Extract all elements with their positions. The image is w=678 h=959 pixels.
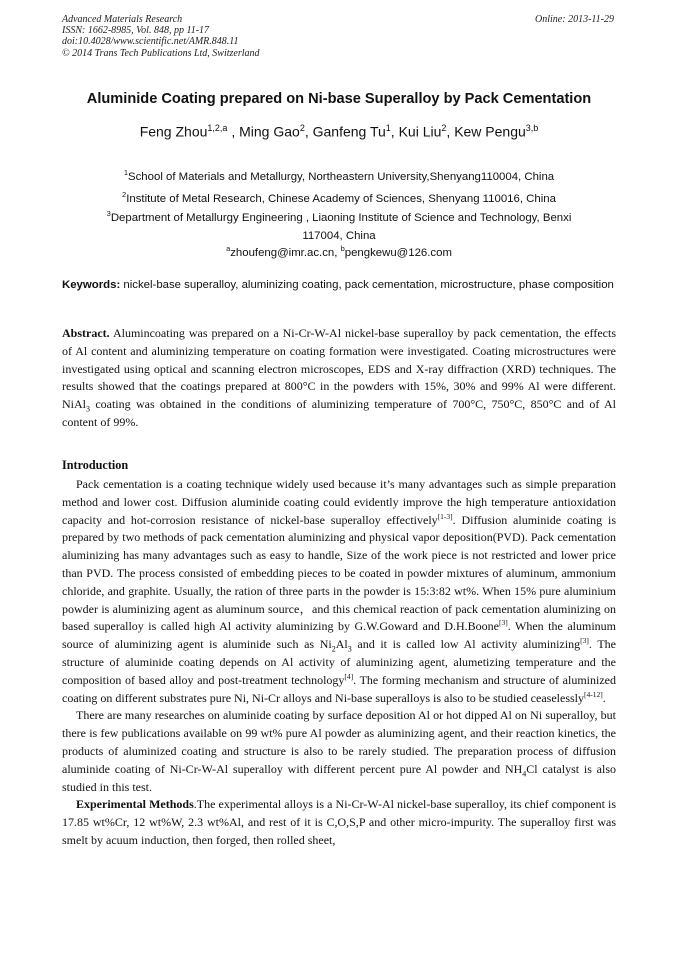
author-name: Kew Pengu (454, 123, 526, 140)
author-separator: , (446, 123, 455, 140)
citation-ref[interactable]: [4] (344, 671, 354, 681)
paragraph (62, 796, 616, 849)
author-list (0, 123, 678, 140)
citation-ref[interactable]: [3] (498, 618, 508, 628)
author-affil-mark: 1 (385, 123, 391, 133)
paper-title: Aluminide Coating prepared on Ni-base Superalloy by Pack Cementation (86, 91, 592, 107)
author-emails (62, 240, 616, 262)
text-run: Pack cementation is a coating technique widely used because it’s many advantages such as simple preparation method and lower cost. Diffusion aluminide coating could evidently improve the high temperature antioxidation capacity and hot-corrosion resistance of nickel-base superalloy effectively (62, 477, 616, 527)
abstract (62, 325, 616, 432)
subscript: 4 (522, 769, 527, 779)
affil-text: School of Materials and Metallurgy, Northeastern University,Shenyang110004, China (128, 170, 555, 183)
introduction-body (62, 476, 616, 850)
citation-ref[interactable]: [3] (580, 636, 589, 646)
affil-text: Department of Metallurgy Engineering , Liaoning Institute of Science and Technology, Benxi (110, 211, 572, 224)
text-run: . The structure of aluminide coating depends on Al activity of aluminizing agent, alumetizing temperature and the composition of based alloy and post-treatment technology (62, 637, 616, 687)
text-run: . The forming mechanism and structure of aluminized coating on different substrates pure Ni, Ni-Cr alloys and Ni-base superalloys is also to be studied ceaselessly (62, 672, 616, 705)
text-run: . (602, 690, 606, 705)
author-name: Ganfeng Tu (312, 123, 386, 140)
author-affil-mark: 1,2,a (207, 123, 228, 133)
citation-ref[interactable]: [1-3] (437, 511, 453, 521)
citation-ref[interactable]: [4-12] (584, 689, 603, 699)
keywords-text: nickel-base superalloy, aluminizing coating, pack cementation, microstructure, phase composition (120, 279, 614, 291)
author-separator: , (390, 123, 399, 140)
author-separator: , (304, 123, 313, 140)
affil-number: 1 (123, 168, 129, 177)
subscript: 2 (331, 644, 336, 654)
author-name: Ming Gao (239, 123, 300, 140)
abstract-label: Abstract. (62, 326, 110, 340)
text-run: . When the aluminum source of aluminizing agent is aluminide such as Ni (62, 619, 616, 652)
author-name: Kui Liu (398, 123, 442, 140)
abstract-text: Alumincoating was prepared on a Ni-Cr-W-Al nickel-base superalloy by pack cementation, the effects of Al content and aluminizing temperature on coating formation were investigated. Coating microstructures were investigated using optical and scanning electron microscopes, EDS and X-ray diffraction (XRD) techniques. The results showed that the coatings prepared at 800°C in the powders with 15%, 30% and 99% Al were different. NiAl (62, 326, 616, 412)
online-date: Online: 2013-11-29 (535, 14, 614, 25)
section-heading-introduction: Introduction (62, 458, 129, 472)
subscript: 3 (86, 404, 90, 414)
keywords-label: Keywords: (62, 279, 121, 291)
author-affil-mark: 2 (299, 123, 305, 133)
text-run: and it is called low Al activity aluminizing (351, 637, 581, 652)
journal-name: Advanced Materials Research (62, 14, 183, 25)
text-run: There are many researches on aluminide coating by surface deposition Al or hot dipped Al on Ni superalloy, but there is few publications available on 99 wt% pure Al powder as aluminizing agent, and their reaction kinetics, the products of aluminized coating and structure is also to be rarely studied. The preparation process of diffusion aluminide coating of Ni-Cr-W-Al superalloy with different percent pure Al powder and NH (62, 708, 616, 776)
email-mark: a (226, 244, 231, 253)
abstract-text: coating was obtained in the conditions of aluminizing temperature of 700°C, 750°C, 850°C and of Al content of 99%. (62, 397, 616, 429)
affil-text-cont: 117004, China (302, 229, 376, 242)
email-address[interactable]: zhoufeng@imr.ac.cn, (230, 246, 341, 259)
text-run: Cl catalyst is also studied in this test. (62, 761, 617, 794)
email-mark: b (340, 244, 345, 253)
text-run: . Diffusion aluminide coating is prepared by two methods of pack cementation aluminizing and physical vapor deposition(PVD). Pack cementation aluminizing has many advantages such as easy to handle, Size of the work piece is not restricted and lower price than PVD. The process consisted of embedding pieces to be coated in powder mixtures of aluminum, ammonium chloride, and graphite. Usually, the ration of three parts in the powder is 15:3:82 wt%. When 15% pure aluminium powder is aluminizing agent as aluminum source，and this chemical reaction of pack cementation aluminizing on based superalloy is called high Al activity aluminizing by G.W.Goward and D.H.Boone (62, 512, 616, 634)
author-affil-mark: 2 (441, 123, 447, 133)
text-run: .The experimental alloys is a Ni-Cr-W-Al nickel-base superalloy, its chief component is 17.85 wt%Cr, 12 wt%W, 2.3 wt%Al, and rest of it is C,O,S,P and other micro-impurity. The superalloy first was smelt by acuum induction, then forged, then rolled sheet, (62, 797, 617, 847)
paragraph (62, 707, 616, 796)
keywords (62, 277, 616, 295)
affil-number: 3 (106, 209, 111, 218)
author-affil-mark: 3,b (525, 123, 539, 133)
affiliation-1 (62, 164, 616, 186)
text-run: Al (335, 637, 348, 652)
affiliation-3 (62, 205, 616, 245)
journal-issn: ISSN: 1662-8985, Vol. 848, pp 11-17 (62, 25, 210, 37)
journal-copyright: © 2014 Trans Tech Publications Ltd, Switzerland (62, 47, 260, 59)
subscript: 3 (347, 644, 352, 654)
author-name: Feng Zhou (139, 123, 208, 140)
author-separator: , (227, 123, 240, 140)
journal-doi: doi:10.4028/www.scientific.net/AMR.848.11 (62, 36, 239, 48)
email-address[interactable]: pengkewu@126.com (344, 246, 452, 259)
paragraph (62, 476, 616, 707)
affil-text: Institute of Metal Research, Chinese Academy of Sciences, Shenyang 110016, China (126, 192, 556, 205)
affil-number: 2 (122, 190, 127, 199)
journal-header (62, 14, 260, 59)
inline-heading-experimental-methods: Experimental Methods (76, 797, 194, 812)
